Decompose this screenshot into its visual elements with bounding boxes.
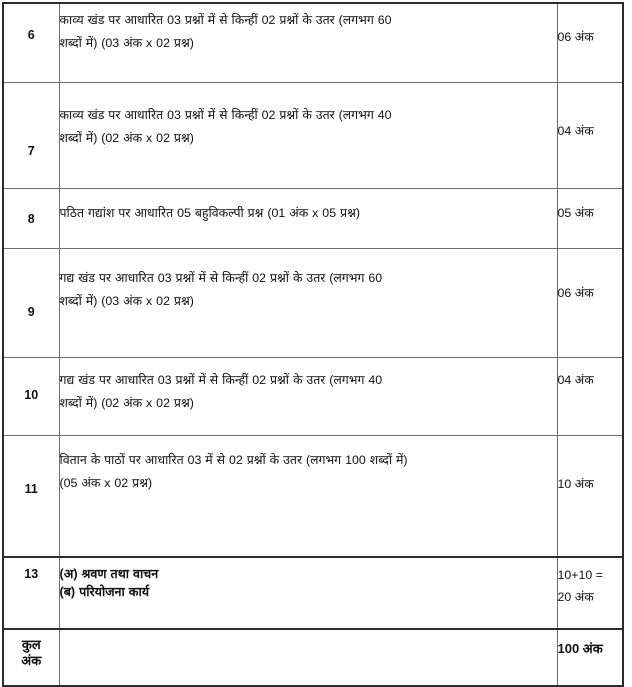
marks-line-1: 10+10 =	[557, 568, 603, 582]
table-row	[3, 189, 623, 249]
total-row	[3, 629, 623, 686]
row-serial-number	[3, 189, 59, 249]
description-line-1: काव्य खंड पर आधारित 03 प्रश्नों में से किन्हीं 02 प्रश्नों के उतर (लगभग 40	[59, 108, 392, 122]
exam-blueprint-table	[2, 2, 624, 687]
marks-line-1: 10 अंक	[557, 477, 594, 491]
total-label	[3, 629, 59, 686]
description-line-2: शब्दों में) (03 अंक x 02 प्रश्न)	[59, 293, 194, 308]
marks-line-1: 04 अंक	[557, 124, 594, 138]
row-marks	[557, 83, 623, 189]
marks-line-1: 05 अंक	[557, 206, 594, 220]
description-line-1: गद्य खंड पर आधारित 03 प्रश्नों में से किन्हीं 02 प्रश्नों के उतर (लगभग 60	[59, 271, 383, 285]
total-label-line-2: अंक	[21, 653, 42, 669]
marks-line-1: 06 अंक	[557, 286, 594, 300]
description-line-1: पठित गद्यांश पर आधारित 05 बहुविकल्पी प्रश्न (01 अंक x 05 प्रश्न)	[59, 206, 360, 220]
row-marks	[557, 249, 623, 358]
table-row	[3, 557, 623, 629]
row-description	[59, 358, 557, 436]
description-line-2: शब्दों में) (02 अंक x 02 प्रश्न)	[59, 395, 194, 410]
row-description	[59, 249, 557, 358]
row-marks	[557, 436, 623, 558]
marks-line-1: 06 अंक	[557, 30, 594, 44]
row-description	[59, 189, 557, 249]
marks-line-2: 20 अंक	[557, 589, 594, 604]
description-line-1: (अ) श्रवण तथा वाचन	[59, 567, 159, 581]
description-line-1: काव्य खंड पर आधारित 03 प्रश्नों में से किन्हीं 02 प्रश्नों के उतर (लगभग 60	[59, 13, 392, 27]
serial-value: 7	[27, 143, 35, 158]
serial-value: 13	[24, 567, 39, 581]
serial-value: 8	[27, 211, 35, 226]
row-serial-number	[3, 249, 59, 358]
table-row	[3, 358, 623, 436]
row-marks	[557, 3, 623, 83]
total-label-line-1: कुल	[21, 637, 41, 652]
table-body	[3, 3, 623, 686]
row-marks	[557, 557, 623, 629]
serial-value: 11	[24, 482, 38, 496]
description-line-1: वितान के पाठों पर आधारित 03 में से 02 प्रश्नों के उतर (लगभग 100 शब्दों में)	[59, 453, 408, 467]
description-line-2: (05 अंक x 02 प्रश्न)	[59, 475, 153, 490]
table-row	[3, 436, 623, 558]
table-row	[3, 83, 623, 189]
description-line-1: गद्य खंड पर आधारित 03 प्रश्नों में से किन्हीं 02 प्रश्नों के उतर (लगभग 40	[59, 373, 383, 387]
total-description	[59, 629, 557, 686]
serial-value: 10	[24, 387, 39, 402]
marks-line-1: 04 अंक	[557, 373, 594, 387]
row-serial-number	[3, 3, 59, 83]
total-marks: 100 अंक	[557, 629, 623, 686]
row-serial-number	[3, 557, 59, 629]
row-serial-number	[3, 83, 59, 189]
row-description	[59, 3, 557, 83]
serial-value: 9	[27, 305, 35, 319]
serial-value: 6	[27, 28, 35, 42]
row-serial-number	[3, 436, 59, 558]
row-description	[59, 83, 557, 189]
row-serial-number	[3, 358, 59, 436]
table-row	[3, 249, 623, 358]
description-line-2: शब्दों में) (03 अंक x 02 प्रश्न)	[59, 35, 194, 50]
table-row	[3, 3, 623, 83]
description-line-2: (ब) परियोजना कार्य	[59, 585, 150, 600]
row-marks	[557, 189, 623, 249]
row-marks	[557, 358, 623, 436]
row-description	[59, 557, 557, 629]
description-line-2: शब्दों में) (02 अंक x 02 प्रश्न)	[59, 130, 194, 145]
row-description	[59, 436, 557, 558]
